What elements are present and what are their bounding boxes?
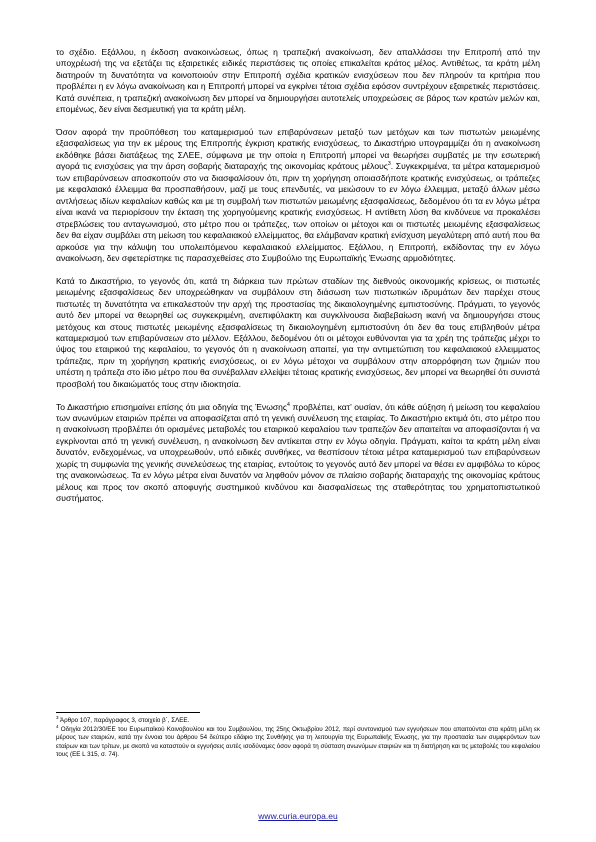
footnote-text: Άρθρο 107, παράγραφος 3, στοιχείο β΄, ΣΛΕΕ. [58, 717, 190, 724]
paragraph-text: το σχέδιο. Εξάλλου, η έκδοση ανακοινώσεως, όπως η τραπεζική ανακοίνωση, δεν απαλλάσσει την Επιτροπή από την υποχρέωσή της να εξετάζει τις εξαιρετικές ειδικές περιστάσεις τις οποίες επικαλείται κράτος μέλος. Αντιθέτως, τα κράτη μέλη διατηρούν τη δυνατότητα να κοινοποιούν στην Επιτροπή σχέδια κρατικών ενισχύσεων που δεν πληρούν τα κριτήρια που προβλέπει η εν λόγω ανακοίνωση και η Επιτροπή μπορεί να εγκρίνει τέτοια σχέδια εφόσον συντρέχουν εξαιρετικές περιστάσεις. Κατά συνέπεια, η τραπεζική ανακοίνωση δεν μπορεί να δημιουργήσει αυτοτελείς υποχρεώσεις σε βάρος των κρατών μελών και, επομένως, δεν είναι δεσμευτική για τα κράτη μέλη. [56, 47, 540, 115]
footnotes-section [56, 712, 540, 760]
footnote-number: 4 [56, 723, 59, 729]
document-body [56, 47, 540, 516]
paragraph-3 [56, 276, 540, 391]
footnote-3 [56, 714, 540, 729]
page-footer [0, 811, 596, 821]
paragraph-text: προβλέπει, κατ’ ουσίαν, ότι κάθε αύξηση ή μείωση του κεφαλαίου των ανωνύμων εταιριών πρέπει να αποφασίζεται από τη γενική συνέλευση της εταιρίας. Το Δικαστήριο εκτιμά ότι, στο μέτρο που η ανακοίνωση προβλέπει ότι ορισμένες μεταβολές του εταιρικού κεφαλαίου των τραπεζών δεν απαιτείται να αποφασίζονται ή να εγκρίνονται από τη γενική συνέλευση, η ανακοίνωση δεν αντίκειται στην εν λόγω οδηγία. Πράγματι, καίτοι τα κράτη μέλη είναι δυνατόν, ενδεχομένως, να υποχρεωθούν, υπό ειδικές συνθήκες, να θεσπίσουν τέτοια μέτρα καταμερισμού των επιβαρύνσεων χωρίς τη συμφωνία της γενικής συνελεύσεως της εταιρίας, εντούτοις το γεγονός αυτό δεν μπορεί να θέσει εν αμφιβόλω το κύρος της ανακοινώσεως. Τα εν λόγω μέτρα είναι δυνατόν να ληφθούν μόνον σε πλαίσιο σοβαρής διαταραχής της οικονομίας κράτους μέλους και προς τον σκοπό αποφυγής συστημικού κινδύνου και διασφαλίσεως της σταθερότητας του χρηματοπιστωτικού συστήματος. [56, 401, 540, 504]
curia-website-link[interactable]: www.curia.europa.eu [258, 811, 338, 821]
paragraph-text: Το Δικαστήριο επισημαίνει επίσης ότι μια οδηγία της Ένωσης [56, 401, 288, 412]
paragraph-4 [56, 402, 540, 505]
paragraph-text: Όσον αφορά την προϋπόθεση του καταμερισμού των επιβαρύνσεων μεταξύ των μετόχων και των πιστωτών μειωμένης εξασφαλίσεως για την εκ μέρους της Επιτροπής έγκριση κρατικής ενισχύσεως, το Δικαστήριο υπογραμμίζει ότι η ανακοίνωση εκδόθηκε βάσει διατάξεως της ΣΛΕΕ, σύμφωνα με την οποία η Επιτροπή μπορεί να θεωρήσει συμβατές με την εσωτερική αγορά τις ενισχύσεις για την άρση σοβαρής διαταραχής της οικονομίας κράτους μέλους [56, 127, 540, 172]
paragraph-text: Κατά το Δικαστήριο, το γεγονός ότι, κατά τη διάρκεια των πρώτων σταδίων της διεθνούς οικονομικής κρίσεως, οι πιστωτές μειωμένης εξασφαλίσεως δεν υποχρεώθηκαν να συμβάλουν στη διάσωση των πιστωτικών ιδρυμάτων δεν παρέχει στους πιστωτές τη δυνατότητα να επικαλεστούν την αρχή της προστασίας της δικαιολογημένης εμπιστοσύνης. Πράγματι, το γεγονός αυτό δεν μπορεί να θεωρηθεί ως συγκεκριμένη, ανεπιφύλακτη και συγκλίνουσα διαβεβαίωση ικανή να δημιουργήσει στους μετόχους και στους πιστωτές μειωμένης εξασφαλίσεως τη δικαιολογημένη εμπιστοσύνη ότι δεν θα τους επιβληθούν μέτρα καταμερισμού των επιβαρύνσεων στο μέλλον. Εξάλλου, δεδομένου ότι οι μέτοχοι ευθύνονται για τα χρέη της τράπεζας μέχρι το ύψος του εταιρικού της κεφαλαίου, το γεγονός ότι η ανακοίνωση απαιτεί, για την αντιμετώπιση του κεφαλαιακού ελλειμματος τράπεζας, πριν τη χορήγηση κρατικής ενισχύσεως, οι εν λόγω μέτοχοι να συμβάλουν στην απορρόφηση των ζημιών που υπέστη η τράπεζα στο ίδιο μέτρο που θα συνέβαλλαν ελλείψει τέτοιας κρατικής ενισχύσεως, δεν μπορεί να θεωρηθεί ότι συνιστά προσβολή του δικαιώματός τους στην ιδιοκτησία. [56, 275, 540, 389]
footnote-number: 3 [56, 714, 59, 720]
paragraph-2 [56, 127, 540, 264]
footnote-text: Οδηγία 2012/30/ΕΕ του Ευρωπαϊκού Κοινοβουλίου και του Συμβουλίου, της 25ης Οκτωβρίου 2012, περί συντονισμού των εγγυήσεων που απαιτούνται στα κράτη μέλη εκ μέρους των εταιριών, κατά την έννοια του άρθρου 54 δεύτερο εδάφιο της Συνθήκης για τη λειτουργία της Ευρωπαϊκής Ένωσης, για την προστασία των συμφερόντων των εταίρων και των τρίτων, με σκοπό να καταστούν οι εγγυήσεις αυτές ισοδύναμες όσον αφορά τη σύσταση ανωνύμων εταιριών και τη διατήρηση και τις μεταβολές του κεφαλαίου τους (EE L 315, σ. 74). [56, 725, 540, 759]
footnote-4 [56, 723, 540, 760]
footnote-divider [56, 712, 200, 713]
footnote-ref-3[interactable]: 3 [387, 161, 391, 168]
paragraph-text: . Συγκεκριμένα, τα μέτρα καταμερισμού των επιβαρύνσεων αποσκοπούν στο να διασφαλίσουν ότι, πριν τη χορήγηση οποιασδήποτε κρατικής ενισχύσεως, οι τράπεζες με κεφαλαιακό έλλειμμα θα προσπαθήσουν, μαζί με τους επενδυτές, να μειώσουν το εν λόγω έλλειμμα, μεταξύ άλλων μέσω αντλήσεως ιδίων κεφαλαίων καθώς και με τη συμβολή των πιστωτών μειωμένης εξασφαλίσεως, δεδομένου ότι τα εν λόγω μέτρα είναι ικανά να περιορίσουν την έκταση της χορηγούμενης κρατικής ενισχύσεως. Η αντίθετη λύση θα κινδύνευε να προκαλέσει στρεβλώσεις του ανταγωνισμού, στο μέτρο που οι τράπεζες, των οποίων οι μέτοχοι και οι πιστωτές μειωμένης εξασφαλίσεως δεν θα είχαν συμβάλει στη μείωση του κεφαλαιακού ελλείμματος, θα ελάμβαναν κρατική ενίσχυση μεγαλύτερη από αυτή που θα αρκούσε για την κάλυψη του υπολειπόμενου κεφαλαιακού ελλείμματος. Εξάλλου, η Επιτροπή, εκδίδοντας την εν λόγω ανακοίνωση, δεν σφετερίστηκε τις παρασχεθείσες στο Συμβούλιο της Ευρωπαϊκής Ένωσης αρμοδιότητες. [56, 161, 540, 263]
footnote-ref-4[interactable]: 4 [287, 401, 290, 408]
paragraph-1 [56, 47, 540, 116]
